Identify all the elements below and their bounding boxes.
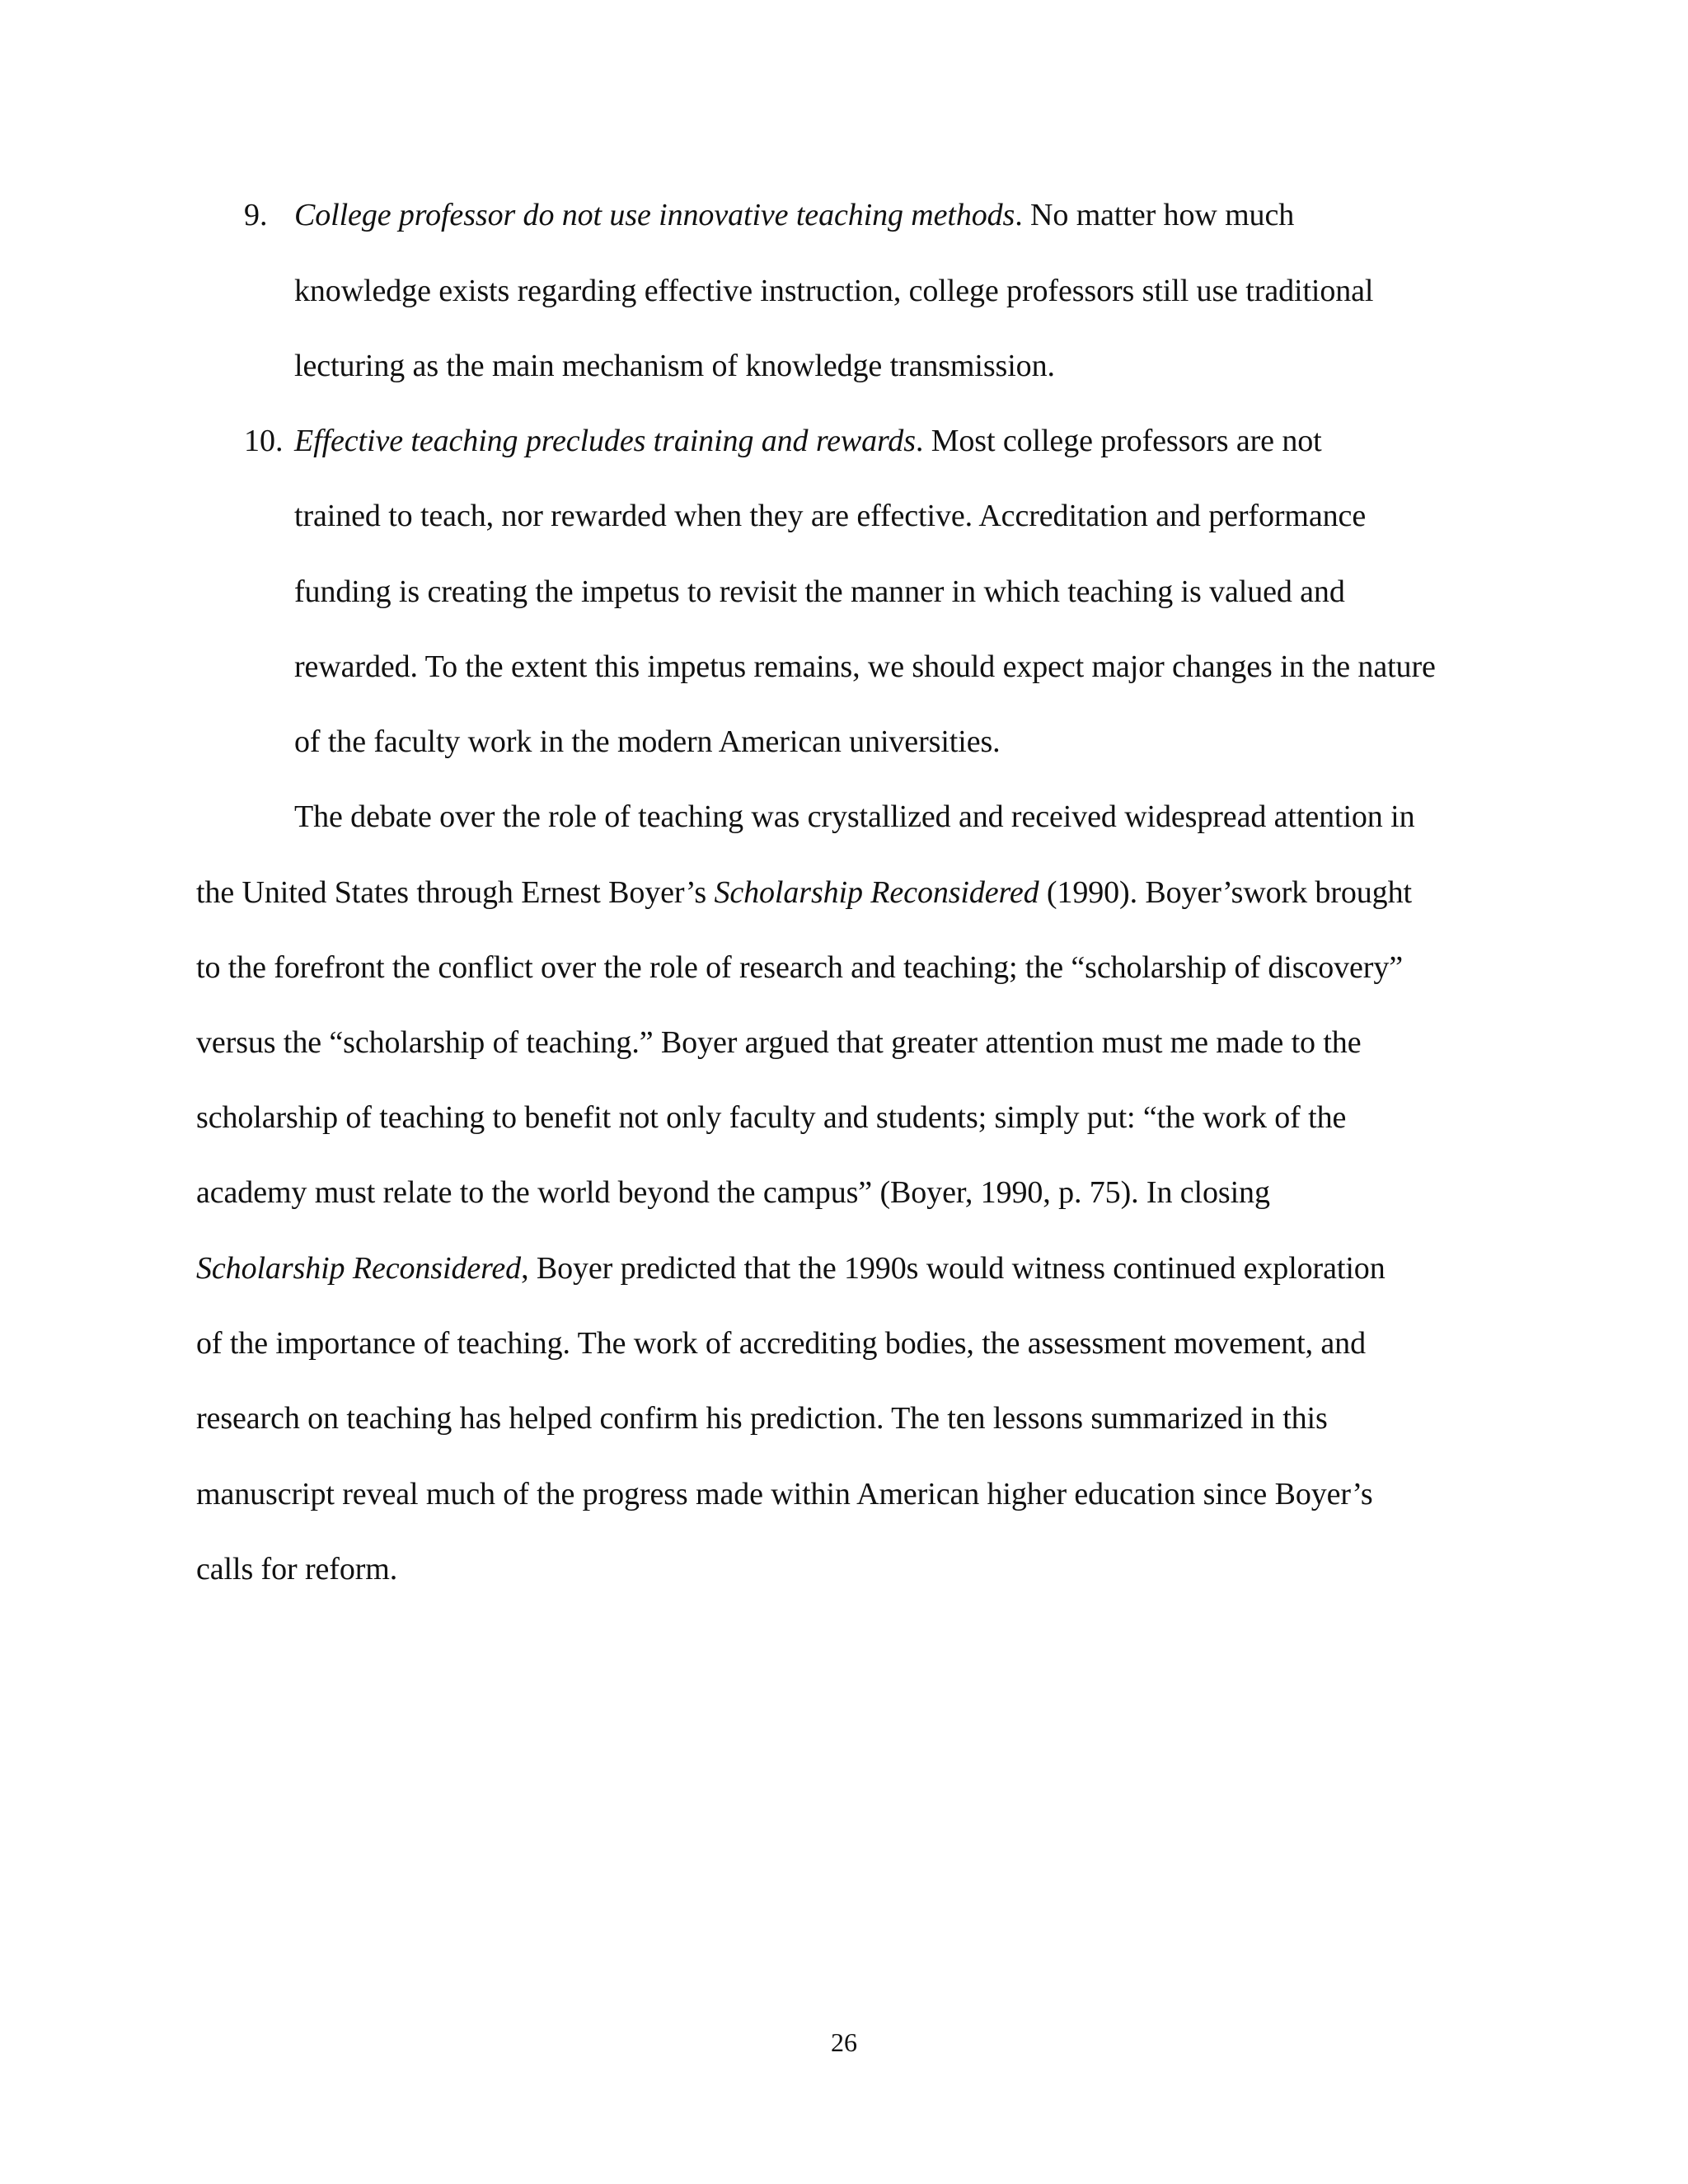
- paragraph-line: academy must relate to the world beyond the campus” (Boyer, 1990, p. 75). In closing: [196, 1175, 1270, 1210]
- paragraph-text: , Boyer predicted that the 1990s would witness continued exploration: [521, 1251, 1386, 1286]
- list-item-10-line: trained to teach, nor rewarded when they are effective. Accreditation and performance: [294, 499, 1367, 533]
- paragraph-text: the United States through Ernest Boyer’s: [196, 875, 715, 910]
- paragraph-line: research on teaching has helped confirm his prediction. The ten lessons summarized in this: [196, 1401, 1328, 1436]
- list-item-9-lead: [294, 196, 1294, 234]
- list-item-9-lead-rest: . No matter how much: [1015, 198, 1295, 232]
- list-number-10: 10.: [244, 424, 284, 458]
- paragraph-line: versus the “scholarship of teaching.” Boyer argued that greater attention must me made to the: [196, 1025, 1362, 1060]
- list-item-10-line: of the faculty work in the modern American universities.: [294, 724, 1001, 759]
- list-item-10-line: rewarded. To the extent this impetus remains, we should expect major changes in the nature: [294, 649, 1436, 684]
- paragraph-line: [196, 874, 1412, 912]
- paragraph-line: scholarship of teaching to benefit not only faculty and students; simply put: “the work of the: [196, 1100, 1347, 1135]
- page-number: 26: [831, 2027, 857, 2057]
- paragraph-line: calls for reform.: [196, 1552, 398, 1586]
- book-title: Scholarship Reconsidered: [714, 875, 1039, 910]
- list-item-10-line: funding is creating the impetus to revisit the manner in which teaching is valued and: [294, 574, 1345, 609]
- paragraph-line: The debate over the role of teaching was crystallized and received widespread attention in: [294, 799, 1415, 834]
- list-item-10-lead: [294, 422, 1322, 460]
- paragraph-text: (1990). Boyer’swork brought: [1039, 875, 1412, 910]
- book-title: Scholarship Reconsidered: [196, 1251, 522, 1286]
- paragraph-line: to the forefront the conflict over the role of research and teaching; the “scholarship of discovery”: [196, 950, 1404, 985]
- paragraph-line: [196, 1249, 1386, 1287]
- list-number-9: 9.: [244, 198, 268, 232]
- list-item-9-italic-heading: College professor do not use innovative teaching methods: [294, 198, 1015, 232]
- list-item-9-line: knowledge exists regarding effective instruction, college professors still use traditional: [294, 274, 1374, 308]
- list-item-9-line: lecturing as the main mechanism of knowledge transmission.: [294, 349, 1055, 383]
- paragraph-line: of the importance of teaching. The work of accrediting bodies, the assessment movement, and: [196, 1326, 1366, 1361]
- list-item-10-lead-rest: . Most college professors are not: [915, 424, 1322, 458]
- list-item-10-italic-heading: Effective teaching precludes training and rewards: [294, 424, 916, 458]
- paragraph-line: manuscript reveal much of the progress made within American higher education since Boyer’s: [196, 1477, 1373, 1511]
